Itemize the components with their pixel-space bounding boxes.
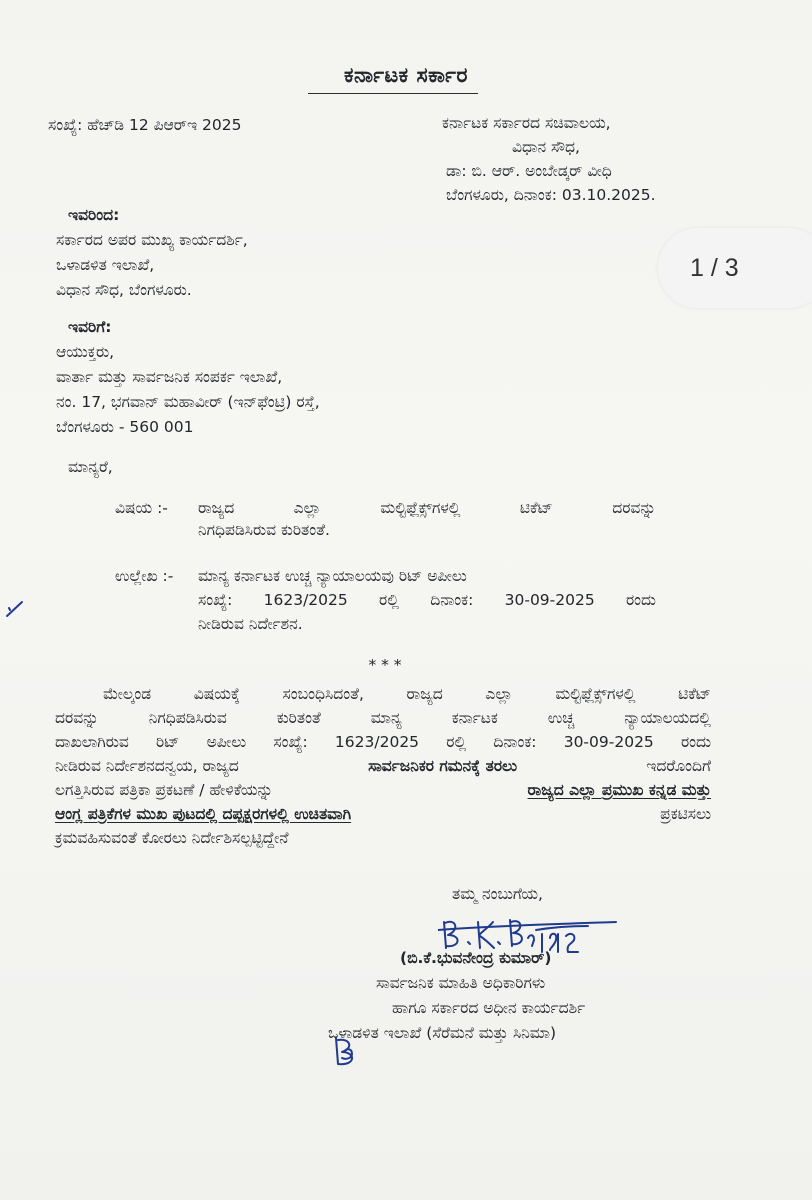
- subject-text: [198, 497, 656, 541]
- from-block: [68, 204, 119, 226]
- margin-tick-mark: [4, 598, 26, 620]
- subject-label: ವಿಷಯ :-: [115, 499, 168, 517]
- subject-line: ರಾಜ್ಯದ ಎಲ್ಲಾ ಮಲ್ಟಿಫ್ಲೆಕ್ಸ್‌ಗಳಲ್ಲಿ ಟಿಕೆಟ್ ದರವನ್ನು: [198, 499, 656, 517]
- designation-line: ಹಾಗೂ ಸರ್ಕಾರದ ಅಧೀನ ಕಾರ್ಯದರ್ಶಿ: [392, 999, 586, 1017]
- body-text: ನೀಡಿರುವ ನಿರ್ದೇಶನದನ್ವಯ, ರಾಜ್ಯದ: [55, 757, 239, 775]
- page-indicator-label: 1 / 3: [690, 253, 739, 282]
- designation-line: ಒಳಾಡಳಿತ ಇಲಾಖೆ (ಸೆರೆಮನೆ ಮತ್ತು ಸಿನಿಮಾ): [328, 1024, 557, 1042]
- body-emphasis: ಸಾರ್ವಜನಿಕರ ಗಮನಕ್ಕೆ ತರಲು: [368, 757, 517, 775]
- from-address: [56, 228, 248, 303]
- office-address: [442, 112, 656, 206]
- body-line: [55, 755, 711, 777]
- from-label: ಇವರಿಂದ:: [68, 206, 120, 224]
- initials-mark: [326, 1034, 370, 1070]
- to-address: [56, 340, 320, 440]
- to-line: ವಾರ್ತಾ ಮತ್ತು ಸಾರ್ವಜನಿಕ ಸಂಪರ್ಕ ಇಲಾಖೆ,: [56, 368, 283, 386]
- from-line: ಸರ್ಕಾರದ ಅಪರ ಮುಖ್ಯ ಕಾರ್ಯದರ್ಶಿ,: [56, 231, 248, 249]
- to-label: ಇವರಿಗೆ:: [68, 318, 112, 336]
- reference-line: ನೀಡಿರುವ ನಿರ್ದೇಶನ.: [198, 615, 303, 633]
- closing: ತಮ್ಮ ನಂಬುಗೆಯ,: [452, 885, 543, 903]
- body-line: [55, 803, 711, 825]
- signatory-name: (ಬಿ.ಕೆ.ಭುವನೇಂದ್ರ ಕುಮಾರ್): [400, 949, 552, 967]
- body-line: [55, 779, 711, 801]
- letter-title: ಕರ್ನಾಟಕ ಸರ್ಕಾರ: [344, 63, 468, 87]
- body-line: ಮೇಲ್ಕಂಡ ವಿಷಯಕ್ಕೆ ಸಂಬಂಧಿಸಿದಂತೆ, ರಾಜ್ಯದ ಎಲ್ಲಾ ಮಲ್ಟಿಫ್ಲೆಕ್ಸ್‌ಗಳಲ್ಲಿ ಟಿಕೆಟ್: [103, 685, 711, 703]
- body-text: ಪ್ರಕಟಿಸಲು: [660, 805, 711, 823]
- reference-text: [198, 565, 656, 635]
- letter-body: [55, 683, 711, 849]
- salutation: ಮಾನ್ಯರೆ,: [68, 458, 113, 476]
- to-line: ಬೆಂಗಳೂರು - 560 001: [56, 418, 194, 436]
- body-line: ಕ್ರಮವಹಿಸುವಂತೆ ಕೋರಲು ನಿರ್ದೇಶಿಸಲ್ಪಟ್ಟಿದ್ದೇನೆ: [55, 829, 289, 847]
- from-line: ಒಳಾಡಳಿತ ಇಲಾಖೆ,: [56, 256, 155, 274]
- office-address-line: ಬೆಂಗಳೂರು, ದಿನಾಂಕ: 03.10.2025.: [446, 186, 656, 204]
- reference-label: ಉಲ್ಲೇಖ :-: [115, 567, 174, 585]
- body-line: ದಾಖಲಾಗಿರುವ ರಿಟ್ ಅಪೀಲು ಸಂಖ್ಯೆ: 1623/2025 ರಲ್ಲಿ ದಿನಾಂಕ: 30-09-2025 ರಂದು: [55, 733, 711, 751]
- office-address-line: ವಿಧಾನ ಸೌಧ,: [512, 138, 580, 156]
- body-text: ಇದರೊಂದಿಗೆ: [646, 757, 711, 775]
- designation-line: ಸಾರ್ವಜನಿಕ ಮಾಹಿತಿ ಅಧಿಕಾರಿಗಳು: [376, 974, 546, 992]
- reference-line: ಮಾನ್ಯ ಕರ್ನಾಟಕ ಉಚ್ಚ ನ್ಯಾಯಾಲಯವು ರಿಟ್ ಅಪೀಲು: [198, 567, 467, 585]
- subject-line: ನಿಗಧಿಪಡಿಸಿರುವ ಕುರಿತಂತೆ.: [198, 521, 330, 539]
- signatory-designation: [328, 972, 586, 1044]
- body-line: ದರವನ್ನು ನಿಗಧಿಪಡಿಸಿರುವ ಕುರಿತಂತೆ ಮಾನ್ಯ ಕರ್ನಾಟಕ ಉಚ್ಚ ನ್ಯಾಯಾಲಯದಲ್ಲಿ: [55, 709, 711, 727]
- body-emphasis: ಆಂಗ್ಲ ಪತ್ರಿಕೆಗಳ ಮುಖ ಪುಟದಲ್ಲಿ ದಪ್ಪಕ್ಷರಗಳಲ್ಲಿ ಉಚಿತವಾಗಿ: [55, 805, 352, 823]
- body-emphasis: ರಾಜ್ಯದ ಎಲ್ಲಾ ಪ್ರಮುಖ ಕನ್ನಡ ಮತ್ತು: [527, 781, 711, 799]
- title-underline: [308, 93, 478, 94]
- to-line: ನಂ. 17, ಭಗವಾನ್ ಮಹಾವೀರ್ (ಇನ್‌ಫೆಂಟ್ರಿ) ರಸ್ತೆ,: [56, 393, 320, 411]
- reference-line: ಸಂಖ್ಯೆ: 1623/2025 ರಲ್ಲಿ ದಿನಾಂಕ: 30-09-2025 ರಂದು: [198, 591, 656, 609]
- office-address-line: ಡಾ: ಬಿ. ಆರ್. ಅಂಬೇಡ್ಕರ್ ವೀಧಿ: [446, 162, 612, 180]
- to-block: [68, 316, 111, 338]
- reference-number: ಸಂಖ್ಯೆ: ಹೆಚ್‌ಡಿ 12 ಪಿಆರ್‌ಇ 2025: [48, 116, 242, 134]
- page-indicator: [658, 228, 812, 308]
- body-text: ಲಗತ್ತಿಸಿರುವ ಪತ್ರಿಕಾ ಪ್ರಕಟಣೆ / ಹೇಳಿಕೆಯನ್ನು: [55, 781, 274, 799]
- office-address-line: ಕರ್ನಾಟಕ ಸರ್ಕಾರದ ಸಚಿವಾಲಯ,: [442, 114, 611, 132]
- from-line: ವಿಧಾನ ಸೌಧ, ಬೆಂಗಳೂರು.: [56, 281, 192, 299]
- separator: * * *: [368, 656, 402, 674]
- to-line: ಆಯುಕ್ತರು,: [56, 343, 115, 361]
